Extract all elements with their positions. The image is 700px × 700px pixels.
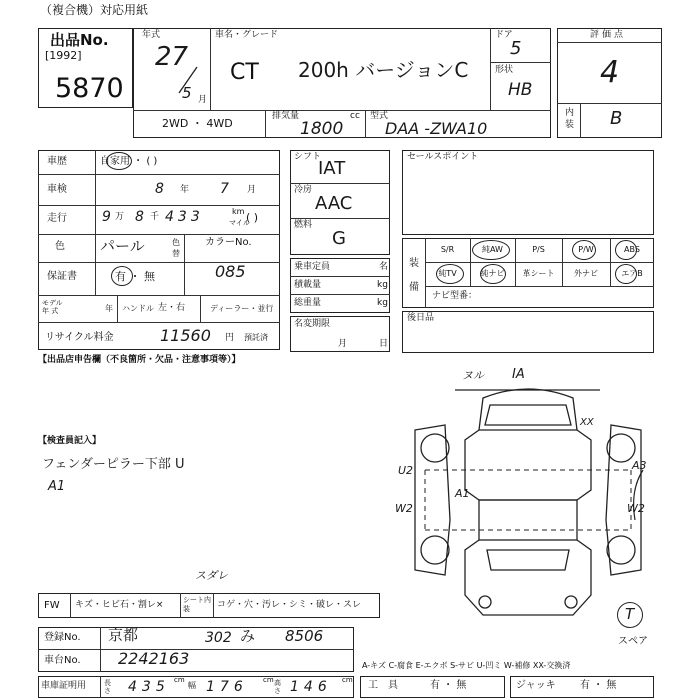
displacement-value: 1800 [300, 119, 344, 139]
height-value: 146 [290, 679, 332, 695]
shift-label: シフト [294, 152, 322, 162]
width-cm: cm [263, 676, 274, 684]
spare-label: スペア [618, 636, 648, 647]
navi-model-label: ナビ型番： [432, 291, 478, 301]
mark-u2: U2 [398, 464, 414, 477]
mileage-paren: ( ) [246, 211, 259, 224]
tools-label: 工 具 [368, 680, 398, 691]
model-value: DAA -ZWA10 [385, 119, 488, 138]
handle-options: 左・右 [158, 303, 186, 313]
handle-label: ハンドル [122, 304, 154, 313]
width-label: 幅 [188, 681, 196, 690]
interior-value: B [610, 108, 623, 129]
color-no-label: カラーNo. [205, 237, 252, 248]
height-cm: cm [342, 676, 353, 684]
reg-number: 8506 [285, 627, 324, 645]
equipment-label: 装備 [409, 258, 419, 293]
legend: A-キズ C-腐食 E-エクボ S-サビ U-凹ミ W-補修 XX-交換済 [362, 661, 571, 670]
recycle-value: 11560 [160, 326, 211, 345]
length-cm: cm [174, 676, 185, 684]
inspection-year-unit: 年 [180, 185, 190, 195]
dealer-label: ディーラー・並行 [210, 304, 274, 313]
reg-kana: み [240, 627, 256, 645]
km-unit: km [232, 207, 245, 216]
mileage-sen: 8 [135, 209, 144, 225]
capacity-label: 乗車定員 [294, 262, 331, 272]
inspection-label: 車検 [47, 184, 67, 195]
year-label: 年式 [142, 30, 161, 40]
details-box [38, 150, 280, 350]
length-value: 435 [128, 679, 170, 695]
mileage-sen-unit: 千 [150, 212, 160, 222]
equipment-item: ABS [624, 245, 640, 254]
equipment-item: 外ナビ [574, 269, 598, 278]
form-note: （複合機）対応用紙 [40, 3, 149, 17]
mark-top-1: ヌル [462, 369, 484, 382]
mileage-rest: 433 [165, 209, 204, 225]
recycle-unit: 円 [225, 333, 235, 343]
color-change-label: 色替 [172, 238, 180, 258]
mileage-man: 9 [102, 209, 111, 225]
seller-declaration: 【出品店申告欄（不良箇所・欠品・注意事項等）】 [38, 355, 241, 365]
inspection-month-unit: 月 [247, 185, 257, 195]
mileage-man-unit: 万 [115, 212, 125, 222]
ac-label: 冷房 [294, 185, 313, 195]
month-unit: 月 [198, 95, 208, 105]
inspection-month: 7 [220, 181, 229, 197]
shape-value: HB [508, 80, 533, 100]
mark-a3: A3 [632, 459, 647, 472]
equipment-item: P/S [532, 245, 545, 254]
score-value: 4 [600, 55, 620, 90]
displacement-unit: cc [350, 111, 360, 121]
equipment-item: 革シート [522, 269, 555, 278]
rear-label: 後日品 [407, 313, 435, 323]
interior-label: 内装 [565, 108, 575, 130]
model-year-unit: 年 [105, 304, 113, 313]
chassis-value: 2242163 [118, 649, 190, 668]
load-label: 積載量 [294, 280, 322, 290]
mark-w2-left: W2 [395, 502, 413, 515]
displacement-label: 排気量 [272, 111, 300, 121]
equipment-item: 純ナビ [480, 269, 505, 278]
rename-label: 名変期限 [294, 319, 331, 329]
lot-number: 5870 [55, 73, 124, 104]
equipment-item: S/R [440, 245, 455, 254]
mark-a1: A1 [455, 487, 470, 500]
model-label: 型式 [370, 111, 389, 121]
warranty-options: 有 ・ 無 [115, 270, 155, 283]
equipment-item: P/W [578, 245, 594, 254]
chassis-label: 車台No. [44, 655, 81, 666]
mark-top-2: IA [512, 367, 525, 382]
lot-stamp: [1992] [45, 49, 82, 62]
month-value: 5 [182, 84, 192, 102]
jack-label: ジャッキ [516, 680, 556, 691]
weight-label: 総重量 [294, 298, 322, 308]
rear-box [402, 311, 654, 353]
history-label: 車歴 [47, 156, 67, 167]
doors-value: 5 [510, 38, 522, 59]
weight-unit: kg [377, 298, 388, 308]
length-label: 長さ [104, 679, 111, 695]
name-label: 車名・グレード [215, 30, 279, 40]
mark-w2-right: W2 [627, 502, 645, 515]
recycle-note: 預託済 [244, 333, 268, 342]
history-options: 自家用 ・ ( ) [100, 156, 158, 167]
color-label: 色 [55, 241, 65, 252]
car-grade: 200h バージョンC [298, 58, 469, 82]
equipment-item: 純AW [482, 245, 503, 254]
sales-point-box [402, 150, 654, 235]
ac-value: AAC [315, 193, 353, 214]
reg-prefecture: 京都 [108, 626, 139, 644]
fw-text2: コゲ・穴・汚レ・シミ・破レ・スレ [217, 600, 362, 610]
color-no-value: 085 [215, 262, 246, 281]
equipment-item: 純TV [438, 269, 457, 278]
equipment-item: エアB [621, 269, 643, 278]
model-year-label: モデル 年 式 [42, 299, 63, 315]
height-label: 高さ [274, 679, 281, 695]
shape-label: 形状 [495, 65, 514, 75]
tools-options: 有 ・ 無 [430, 680, 467, 691]
fuel-label: 燃料 [294, 220, 313, 230]
color-value: パール [100, 237, 145, 255]
recycle-label: リサイクル料金 [45, 332, 114, 343]
score-label: 評価点 [590, 30, 627, 40]
jack-options: 有 ・ 無 [580, 680, 617, 691]
drive-options: 2WD ・ 4WD [162, 117, 233, 130]
reg-label: 登録No. [44, 632, 81, 643]
car-name: CT [230, 60, 259, 85]
spare-letter: T [625, 605, 635, 623]
doors-label: ドア [495, 30, 513, 40]
seat-label: シート内装 [183, 596, 211, 613]
fw-text1: キズ・ヒビ石・割レ× [75, 600, 164, 610]
warranty-label: 保証書 [47, 271, 77, 282]
inspector-line2: A1 [48, 479, 66, 494]
lot-label: 出品No. [50, 31, 109, 49]
inspector-line1: フェンダーピラー下部 U [42, 457, 185, 472]
sales-point-label: セールスポイント [407, 152, 479, 162]
mile-unit: マイル [229, 219, 250, 227]
cert-label: 車庫証明用 [41, 681, 87, 691]
fw-handwritten: スダレ [195, 569, 228, 582]
width-value: 176 [206, 679, 248, 695]
year-value: 27 [155, 42, 189, 72]
fuel-value: G [332, 228, 346, 249]
fw-label: FW [44, 600, 60, 611]
capacity-unit: 名 [379, 262, 389, 272]
inspector-label: 【検査員記入】 [38, 436, 102, 446]
rename-month-unit: 月 [338, 339, 348, 349]
car-diagram [395, 367, 665, 635]
load-unit: kg [377, 280, 388, 290]
mileage-label: 走行 [47, 213, 67, 224]
rename-day-unit: 日 [379, 339, 389, 349]
shift-value: IAT [318, 158, 346, 179]
inspection-year: 8 [155, 181, 164, 197]
mark-xx: XX [580, 417, 594, 428]
reg-class: 302 [205, 630, 232, 646]
